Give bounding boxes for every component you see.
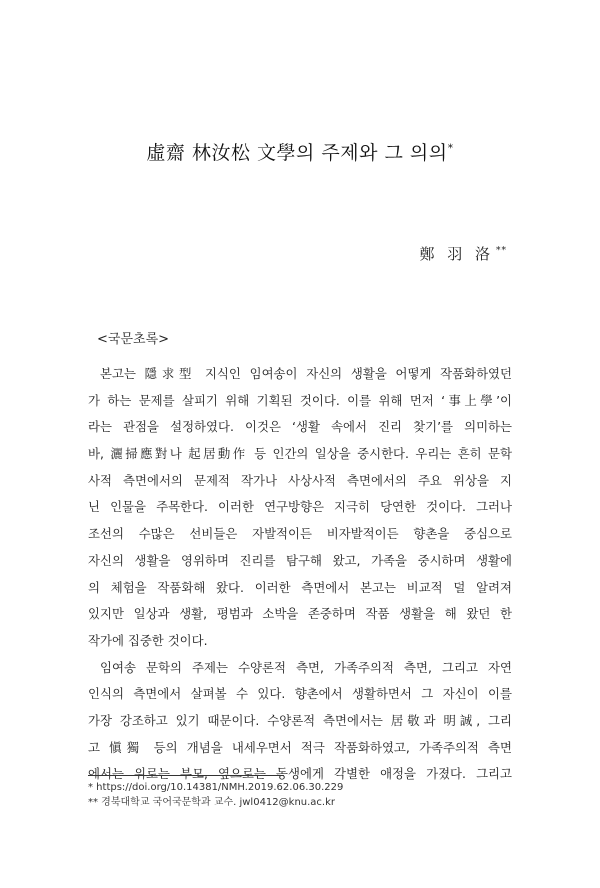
title-footnote-mark: * (447, 141, 454, 155)
body-line: 에서는 위로는 부모, 옆으로는 동생에게 각별한 애정을 가졌다. 그리고 (88, 766, 512, 782)
paper-title (0, 138, 600, 165)
body-line: 가 하는 문제를 살피기 위해 기획된 것이다. 이를 위해 먼저 ‘事上學’이 (88, 392, 512, 408)
body-line: 자신의 생활을 영위하며 진리를 탐구해 왔고, 가족을 중시하며 생활에 (88, 552, 512, 568)
footnote-author-affiliation: ** 경북대학교 국어국문학과 교수. jwl0412@knu.ac.kr (88, 797, 336, 808)
body-line: 라는 관점을 설정하였다. 이것은 ‘생활 속에서 진리 찾기’를 의미하는 (88, 419, 512, 435)
body-line: 닌 인물을 주목한다. 이러한 연구방향은 지극히 당연한 것이다. 그러나 (88, 499, 512, 515)
body-line: 가장 강조하고 있기 때문이다. 수양론적 측면에서는 居敬과 明誠, 그리 (88, 712, 512, 728)
body-line: 임여송 문학의 주제는 수양론적 측면, 가족주의적 측면, 그리고 자연 (100, 659, 512, 675)
body-line: 있지만 일상과 생활, 평범과 소박을 존중하며 작품 생활을 해 왔던 한 (88, 606, 512, 622)
abstract-body (88, 361, 512, 788)
footnotes (88, 780, 343, 810)
body-line: 인식의 측면에서 살펴볼 수 있다. 향촌에서 생활하면서 그 자신이 이를 (88, 686, 512, 702)
body-line: 고 愼獨 등의 개념을 내세우면서 적극 작품화하였고, 가족주의적 측면 (88, 739, 512, 755)
abstract-heading: <국문초록> (97, 332, 170, 347)
author-name-text: 鄭 羽 洛 (419, 245, 494, 263)
paper-title-text: 虛齋 林汝松 文學의 주제와 그 의의 (146, 142, 448, 164)
body-line: 바, 灑掃應對나 起居動作 등 인간의 일상을 중시한다. 우리는 흔히 문학 (88, 446, 512, 462)
footnote-divider (88, 775, 284, 776)
body-line: 사적 측면에서의 문제적 작가나 사상사적 측면에서의 주요 위상을 지 (88, 472, 512, 488)
body-line: 조선의 수많은 선비들은 자발적이든 비자발적이든 향촌을 중심으로 (88, 526, 512, 542)
author-footnote-mark: ** (496, 246, 507, 256)
author-name (419, 243, 507, 264)
body-line: 작가에 집중한 것이다. (88, 632, 208, 648)
body-line: 본고는 隱求型 지식인 임여송이 자신의 생활을 어떻게 작품화하였던 (100, 366, 512, 381)
body-line: 의 체험을 작품화해 왔다. 이러한 측면에서 본고는 비교적 덜 알려져 (88, 579, 512, 595)
footnote-doi: * https://doi.org/10.14381/NMH.2019.62.06.30.229 (88, 782, 344, 793)
